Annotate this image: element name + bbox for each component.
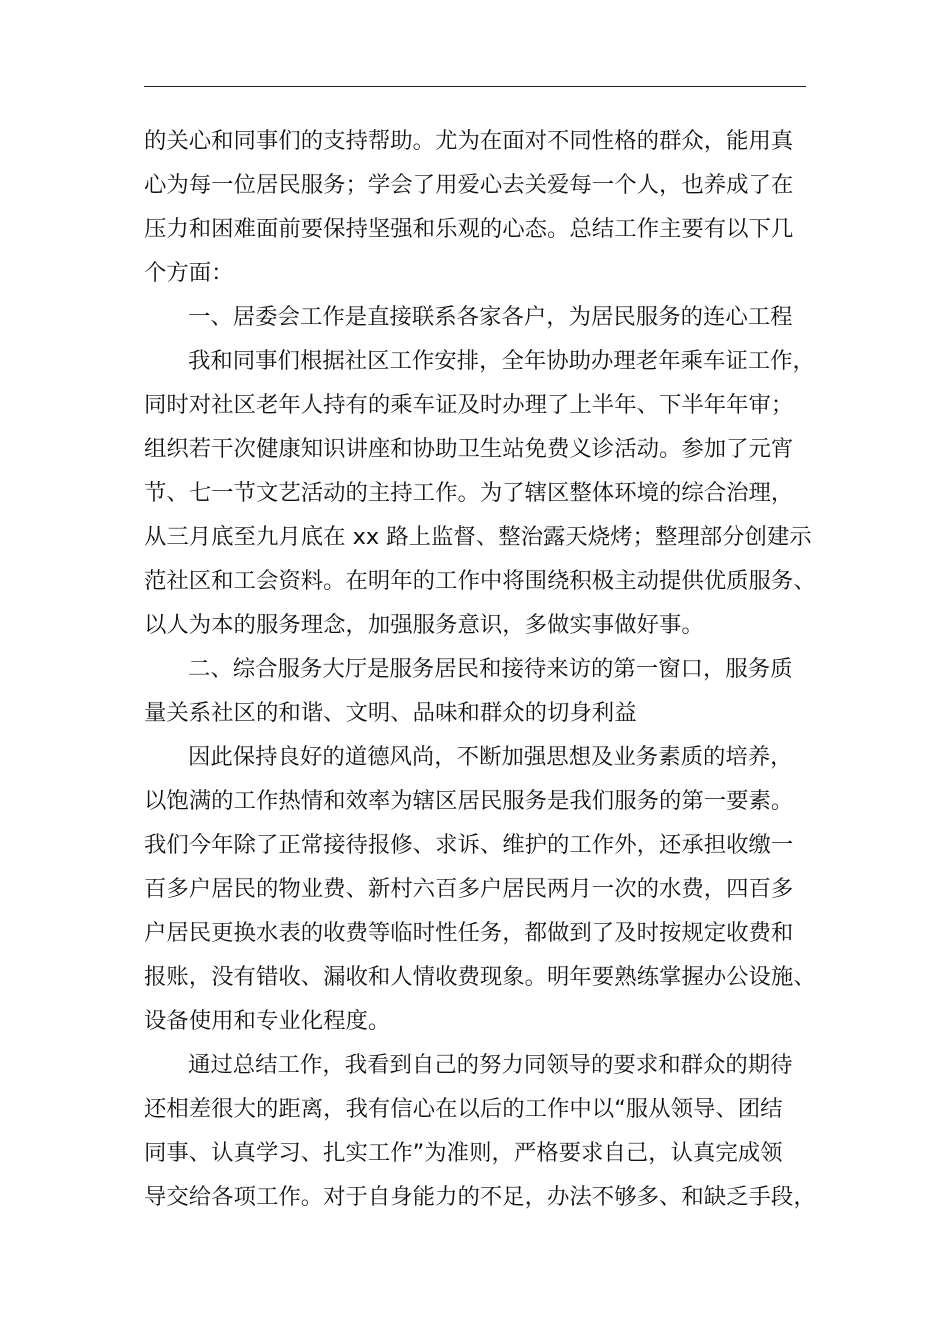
- text-line: 范社区和工会资料。在明年的工作中将围绕积极主动提供优质服务、: [144, 568, 816, 594]
- text-line: 我和同事们根据社区工作安排，全年协助办理老年乘车证工作，: [188, 348, 815, 374]
- section-heading-2: 二、综合服务大厅是服务居民和接待来访的第一窗口，服务质: [188, 656, 793, 682]
- text-line: 报账，没有错收、漏收和人情收费现象。明年要熟练掌握办公设施、: [144, 964, 816, 990]
- text-line: 百多户居民的物业费、新村六百多户居民两月一次的水费，四百多: [144, 876, 794, 902]
- text-line: 心为每一位居民服务；学会了用爱心去关爱每一个人，也养成了在: [144, 172, 794, 198]
- text-line: 以饱满的工作热情和效率为辖区居民服务是我们服务的第一要素。: [144, 788, 794, 814]
- text-line: 的关心和同事们的支持帮助。尤为在面对不同性格的群众，能用真: [144, 128, 794, 154]
- text-line: 同时对社区老年人持有的乘车证及时办理了上半年、下半年年审；: [144, 392, 794, 418]
- text-line: 组织若干次健康知识讲座和协助卫生站免费义诊活动。参加了元宵: [144, 436, 794, 462]
- body-text: [144, 123, 816, 1223]
- text-line: 还相差很大的距离，我有信心在以后的工作中以“服从领导、团结: [144, 1096, 783, 1122]
- text-line: 压力和困难面前要保持坚强和乐观的心态。总结工作主要有以下几: [144, 216, 794, 242]
- text-line: 通过总结工作，我看到自己的努力同领导的要求和群众的期待: [188, 1052, 793, 1078]
- text-line: 个方面：: [144, 260, 234, 286]
- text-line: 户居民更换水表的收费等临时性任务，都做到了及时按规定收费和: [144, 920, 794, 946]
- text-line: 以人为本的服务理念，加强服务意识，多做实事做好事。: [144, 612, 704, 638]
- text-line: 量关系社区的和谐、文明、品味和群众的切身利益: [144, 700, 637, 726]
- text-line: 我们今年除了正常接待报修、求诉、维护的工作外，还承担收缴一: [144, 832, 794, 858]
- text-line: 设备使用和专业化程度。: [144, 1008, 391, 1034]
- header-rule: [144, 86, 806, 87]
- text-line: 从三月底至九月底在 xx 路上监督、整治露天烧烤；整理部分创建示: [144, 524, 812, 550]
- text-line: 同事、认真学习、扎实工作”为准则，严格要求自己，认真完成领: [144, 1140, 783, 1166]
- text-line: 节、七一节文艺活动的主持工作。为了辖区整体环境的综合治理，: [144, 480, 794, 506]
- section-heading-1: 一、居委会工作是直接联系各家各户，为居民服务的连心工程: [188, 304, 793, 330]
- text-line: 因此保持良好的道德风尚，不断加强思想及业务素质的培养，: [188, 744, 793, 770]
- text-line: 导交给各项工作。对于自身能力的不足，办法不够多、和缺乏手段，: [144, 1184, 816, 1210]
